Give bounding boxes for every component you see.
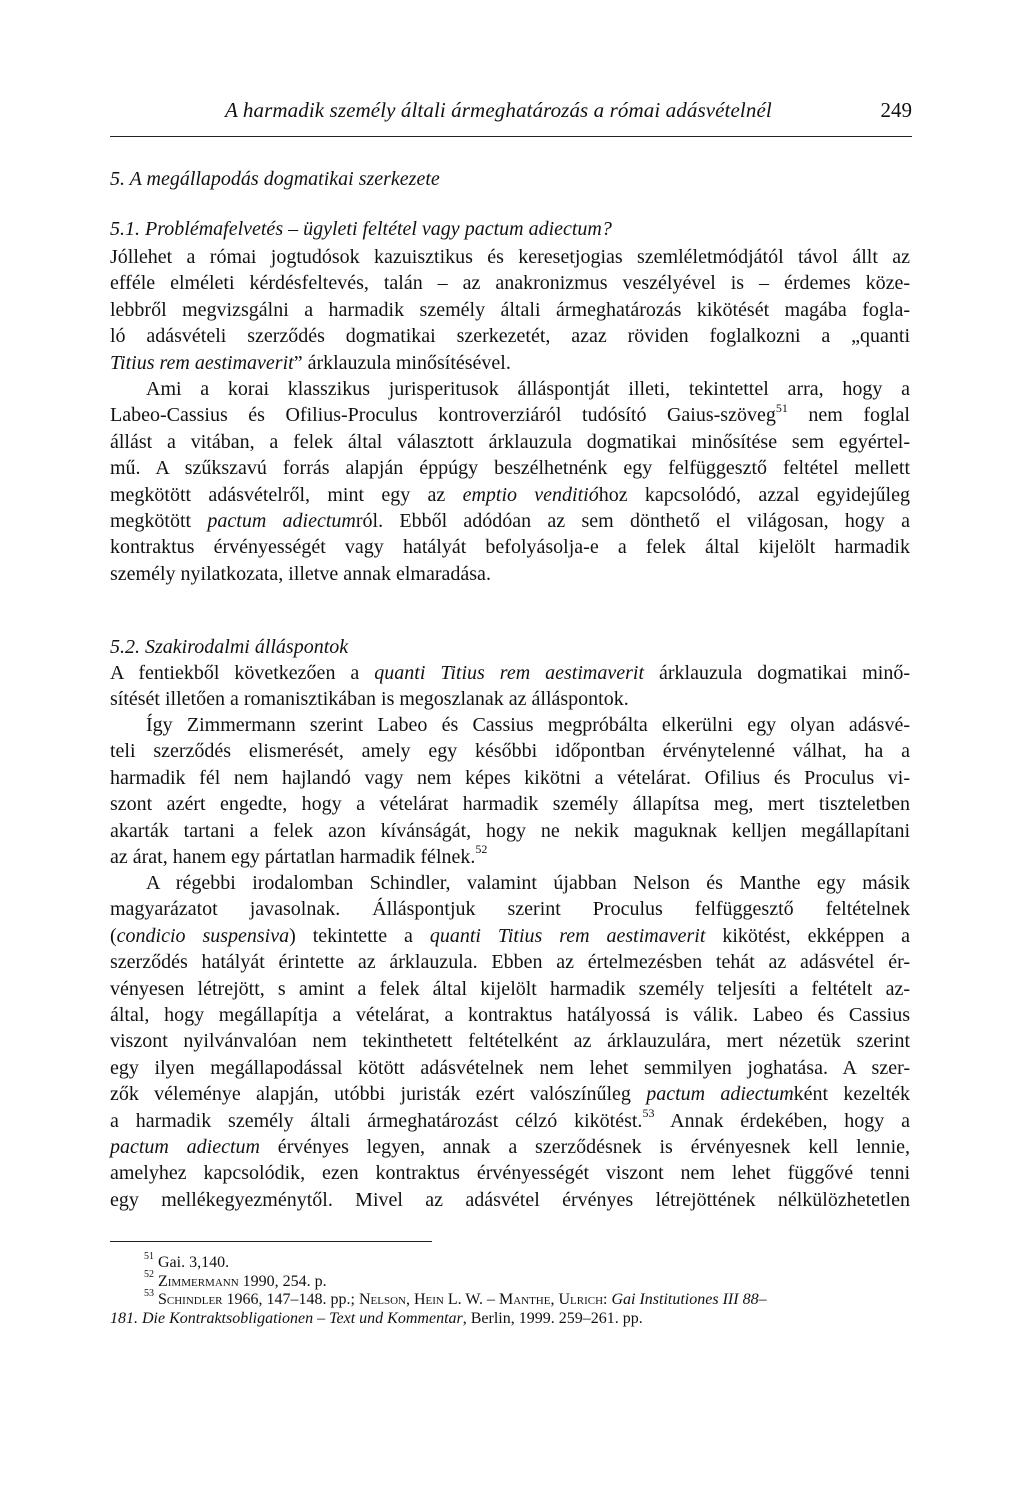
footnote-text: Gai. 3,140. — [154, 1254, 230, 1271]
paragraph-1 — [110, 244, 910, 376]
text-line — [110, 482, 910, 508]
footnote-title: 181. Die Kontraktsobligationen – Text und Kommentar — [110, 1309, 463, 1327]
subsection-heading-5-1: 5.1. Problémafelvetés – ügyleti feltétel vagy pactum adiectum? — [110, 218, 612, 240]
paragraph-2 — [110, 376, 910, 587]
text-line — [110, 660, 910, 686]
paragraph-3 — [110, 660, 910, 713]
latin-phrase: Titius rem aestimaverit — [110, 351, 294, 374]
text-line — [110, 402, 910, 428]
footnote-author: Schindler — [158, 1291, 223, 1308]
text-line: magyarázatot javasolnak. Álláspontjuk szerint Proculus felfüggesztő feltételnek — [110, 898, 910, 921]
text-line: efféle elméleti kérdésfeltevés, talán – az anakronizmus veszélyével is – érdemes köze- — [110, 272, 910, 295]
text-span: hoz kapcsolódó, azzal egyidejűleg — [598, 483, 910, 506]
text-line — [110, 923, 910, 949]
footnote-number: 53 — [144, 1287, 154, 1299]
text-line: szerződés hatályát érintette az árklauzula. Ebben az értelmezésben tehát az adásvétel ér- — [110, 951, 910, 974]
text-line: szont azért engedte, hogy a vételárat harmadik személy állapítsa meg, mert tiszteletben — [110, 793, 910, 816]
text-span: Annak érdekében, hogy a — [654, 1109, 911, 1132]
text-span: ” árklauzula minősítésével. — [293, 351, 511, 374]
footnote-divider — [110, 1241, 432, 1242]
footnote-ref-51[interactable]: 51 — [775, 400, 788, 415]
text-span: megkötött — [110, 509, 208, 532]
text-span: a harmadik személy általi ármeghatározást célzó kikötést. — [110, 1109, 643, 1132]
latin-phrase: quanti Titius rem aestimaverit — [429, 924, 706, 947]
text-line: sítését illetően a romanisztikában is megoszlanak az álláspontok. — [110, 688, 629, 711]
text-span: ) tekintette a — [289, 924, 430, 947]
text-line: személy nyilatkozata, illetve annak elmaradása. — [110, 562, 491, 585]
text-span: árklauzula dogmatikai minő- — [644, 662, 910, 684]
text-line: által, hogy megállapítja a vételárat, a kontraktus hatályossá is válik. Labeo és Cassius — [110, 1003, 910, 1026]
text-line: egy mellékegyezménytől. Mivel az adásvétel érvényes létrejöttének nélkülözhetetlen — [110, 1188, 910, 1211]
text-line: amelyhez kapcsolódik, ezen kontraktus érvényességét viszont nem lehet függővé tenni — [110, 1162, 910, 1185]
text-span: megkötött adásvételről, mint egy az — [110, 483, 463, 506]
text-line — [110, 1105, 911, 1134]
text-line — [110, 1134, 910, 1160]
text-line: vényesen létrejött, s amint a felek által kijelölt harmadik személy teljesíti a feltételt az- — [110, 977, 910, 1000]
footnote-text: 1966, 147–148. pp.; — [222, 1291, 359, 1308]
latin-phrase: pactum adiectum — [646, 1083, 794, 1106]
text-span: kikötést, ekképpen a — [705, 924, 910, 947]
running-header — [110, 96, 912, 137]
text-span: Labeo-Cassius és Ofilius-Proculus kontroverziáról tudósító Gaius-szöveg — [110, 404, 776, 427]
text-span: zők véleménye alapján, utóbbi juristák ezért valószínűleg — [110, 1083, 647, 1106]
latin-phrase: pactum adiectum — [207, 509, 356, 532]
text-line: lebbről megvizsgálni a harmadik személy általi ármeghatározás kikötését magába fogla- — [110, 298, 910, 321]
latin-phrase: condicio suspensiva — [116, 924, 290, 947]
text-line: Jóllehet a római jogtudósok kazuisztikus és keresetjogias szemléletmódjától távol állt az — [110, 246, 910, 268]
text-line: teli szerződés elismerését, amely egy későbbi időpontban érvénytelenné válhat, ha a — [110, 740, 910, 763]
footnote-text: , Berlin, 1999. 259–261. pp. — [462, 1309, 643, 1327]
text-line — [110, 844, 910, 870]
text-line: állást a vitában, a felek által választott árklauzula dogmatikai minősítése sem egyértel- — [110, 430, 910, 453]
text-line: Így Zimmermann szerint Labeo és Cassius megpróbálta elkerülni egy olyan adásvé- — [146, 714, 910, 736]
text-line: A régebbi irodalomban Schindler, valamint újabban Nelson és Manthe egy másik — [146, 872, 910, 894]
text-line — [110, 508, 910, 534]
latin-phrase: emptio venditió — [462, 483, 599, 506]
footnote-53 — [110, 1287, 910, 1310]
latin-phrase: quanti Titius rem aestimaverit — [374, 662, 645, 684]
footnote-51 — [110, 1250, 910, 1273]
footnote-number: 52 — [144, 1269, 154, 1281]
text-line: viszont nyilvánvalóan nem tekinthetett feltételként az árklauzulára, mert nézetük szerint — [110, 1030, 910, 1053]
text-line: kontraktus érvényességét vagy hatályát befolyásolja-e a felek által kijelölt harmadik — [110, 536, 910, 559]
text-span: ként kezelték — [793, 1083, 911, 1106]
footnote-52 — [110, 1269, 910, 1292]
page-number: 249 — [880, 98, 912, 122]
footnote-53-continued — [110, 1310, 910, 1329]
subsection-heading-5-2: 5.2. Szakirodalmi álláspontok — [110, 636, 349, 658]
text-span: ( — [110, 924, 117, 947]
footnote-text: 1990, 254. p. — [238, 1272, 327, 1290]
footnote-ref-52[interactable]: 52 — [475, 842, 488, 857]
text-line — [110, 350, 910, 376]
footnote-title: Gai Institutiones III 88– — [607, 1291, 767, 1308]
text-span: A fentiekből következően a — [110, 662, 375, 684]
footnote-author: Nelson, Hein L. W. – Manthe, Ulrich: — [358, 1291, 608, 1308]
text-line: harmadik fél nem hajlandó vagy nem képes kikötni a vételárat. Ofilius és Proculus vi- — [110, 766, 910, 789]
text-line: akarták tartani a felek azon kívánságát, hogy ne nekik maguknak kelljen megállapítani — [110, 819, 910, 842]
section-heading: 5. A megállapodás dogmatikai szerkezete — [110, 168, 440, 190]
text-line: ló adásvételi szerződés dogmatikai szerkezetét, azaz röviden foglalkozni a „quanti — [110, 325, 910, 348]
text-line — [110, 1081, 910, 1107]
footnote-author: Zimmermann — [158, 1272, 239, 1290]
paragraph-5 — [110, 870, 910, 1213]
running-title: A harmadik személy általi ármeghatározás a római adásvételnél — [225, 98, 772, 122]
text-line: egy ilyen megállapodással kötött adásvételnek nem lehet semmilyen joghatása. A szer- — [110, 1056, 910, 1079]
footnotes — [110, 1250, 910, 1328]
paragraph-4 — [110, 712, 910, 870]
latin-phrase: pactum adiectum — [110, 1135, 260, 1158]
text-line: Ami a korai klasszikus jurisperitusok álláspontját illeti, tekintettel arra, hogy a — [146, 378, 910, 400]
text-line: mű. A szűkszavú forrás alapján éppúgy beszélhetnénk egy felfüggesztő feltétel mellett — [110, 457, 910, 480]
footnote-number: 51 — [144, 1250, 154, 1262]
text-span: nem foglal — [787, 404, 910, 427]
text-span: érvényes legyen, annak a szerződésnek is érvényesnek kell lennie, — [260, 1135, 911, 1158]
text-span: ról. Ebből adódóan az sem dönthető el világosan, hogy a — [355, 509, 911, 532]
footnote-ref-53[interactable]: 53 — [642, 1105, 655, 1120]
text-span: az árat, hanem egy pártatlan harmadik félnek. — [110, 845, 476, 868]
